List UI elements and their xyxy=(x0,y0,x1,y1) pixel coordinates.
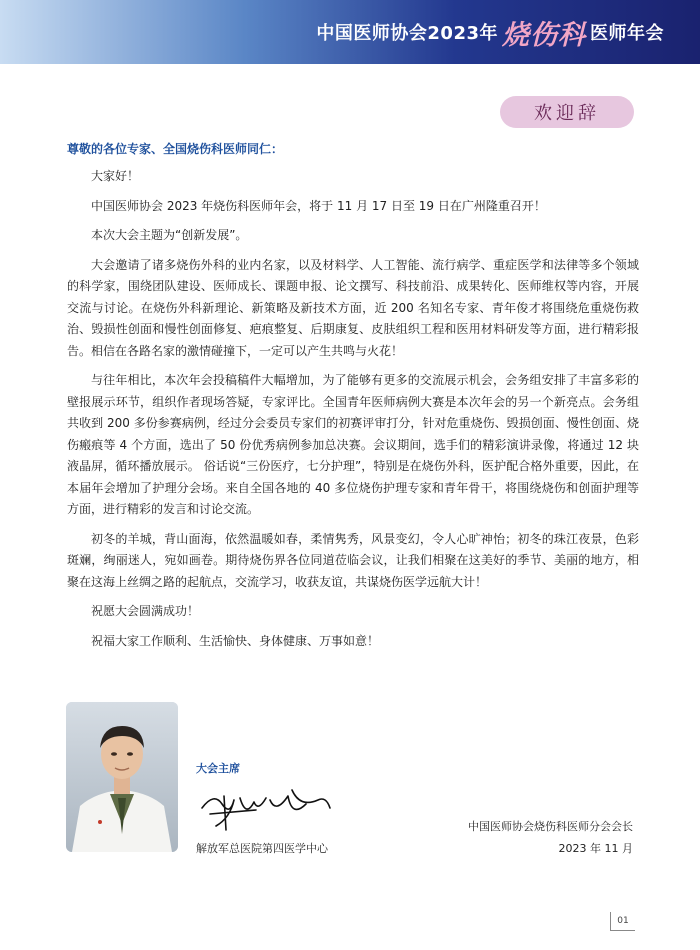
letter-body xyxy=(67,166,639,660)
letter-date: 2023 年 11 月 xyxy=(558,842,633,855)
chairman-portrait-image xyxy=(66,702,178,852)
paragraph-theme: 本次大会主题为“创新发展”。 xyxy=(91,228,248,242)
page-number: 01 xyxy=(610,912,635,931)
paragraph-announcement: 中国医师协会 2023 年烧伤科医师年会，将于 11 月 17 日至 19 日在广州隆重召开！ xyxy=(91,198,546,213)
paragraph-greeting: 大家好！ xyxy=(91,169,140,183)
header-title-suffix: 医师年会 xyxy=(590,23,664,44)
paragraph-guangzhou: 初冬的羊城，背山面海，依然温暖如春，柔情隽秀，风景变幻，令人心旷神怡；初冬的珠江夜景，色彩斑斓，绚丽迷人，宛如画卷。期待烧伤界各位同道莅临会议，让我们相聚在这美好的季节、美丽的地方，相聚在这海上丝绸之路的起航点，交流学习，收获友谊，共谋烧伤医学远航大计！ xyxy=(67,531,639,589)
header-title xyxy=(316,14,664,50)
page-header xyxy=(0,0,700,64)
chairman-photo xyxy=(66,702,178,852)
chairman-role: 大会主席 xyxy=(196,762,240,775)
signature-image xyxy=(196,778,336,834)
chairman-hospital: 解放军总医院第四医学中心 xyxy=(196,842,328,855)
paragraph-experts: 大会邀请了诸多烧伤外科的业内名家，以及材料学、人工智能、流行病学、重症医学和法律等多个领域的科学家，围绕团队建设、医师成长、课题申报、论文撰写、科技前沿、成果转化、医师维权等内容，开展交流与讨论。在烧伤外科新理论、新策略及新技术方面，近 200 名知名专家、青年俊才将围绕危重烧伤救治、毁损性创面和慢性创面修复、疤痕整复、后期康复、皮肤组织工程和医用材料研发等方面，进行精彩报告。相信在各路名家的激情碰撞下，一定可以产生共鸣与火花！ xyxy=(67,257,639,358)
paragraph-submissions: 与往年相比，本次年会投稿稿件大幅增加，为了能够有更多的交流展示机会，会务组安排了丰富多彩的壁报展示环节，组织作者现场答疑，专家评比。全国青年医师病例大赛是本次年会的另一个新亮点。会务组共收到 200 多份参赛病例，经过分会委员专家们的初赛评审打分，针对危重烧伤、毁损创面、慢性创面、烧伤瘢痕等 4 个方面，选出了 50 份优秀病例参加总决赛。会议期间，选手们的精彩演讲录像，将通过 12 块液晶屏，循环播放展示。 俗话说“三份医疗，七分护理”，特别是在烧伤外科，医护配合格外重要，因此，在本届年会增加了护理分会场。来自全国各地的 40 多位烧伤护理专家和青年骨干，将围绕烧伤和创面护理等方面，进行精彩的发言和讨论交流。 xyxy=(67,373,639,516)
header-title-prefix: 中国医师协会2023年 xyxy=(316,23,498,44)
paragraph-blessing: 祝福大家工作顺利、生活愉快、身体健康、万事如意！ xyxy=(91,633,380,648)
welcome-badge: 欢迎辞 xyxy=(500,96,634,128)
salutation: 尊敬的各位专家、全国烧伤科医师同仁： xyxy=(67,142,284,156)
chairman-organization: 中国医师协会烧伤科医师分会会长 xyxy=(468,820,633,833)
header-title-accent: 烧伤科 xyxy=(502,19,586,51)
paragraph-wish-success: 祝愿大会圆满成功！ xyxy=(91,604,200,618)
